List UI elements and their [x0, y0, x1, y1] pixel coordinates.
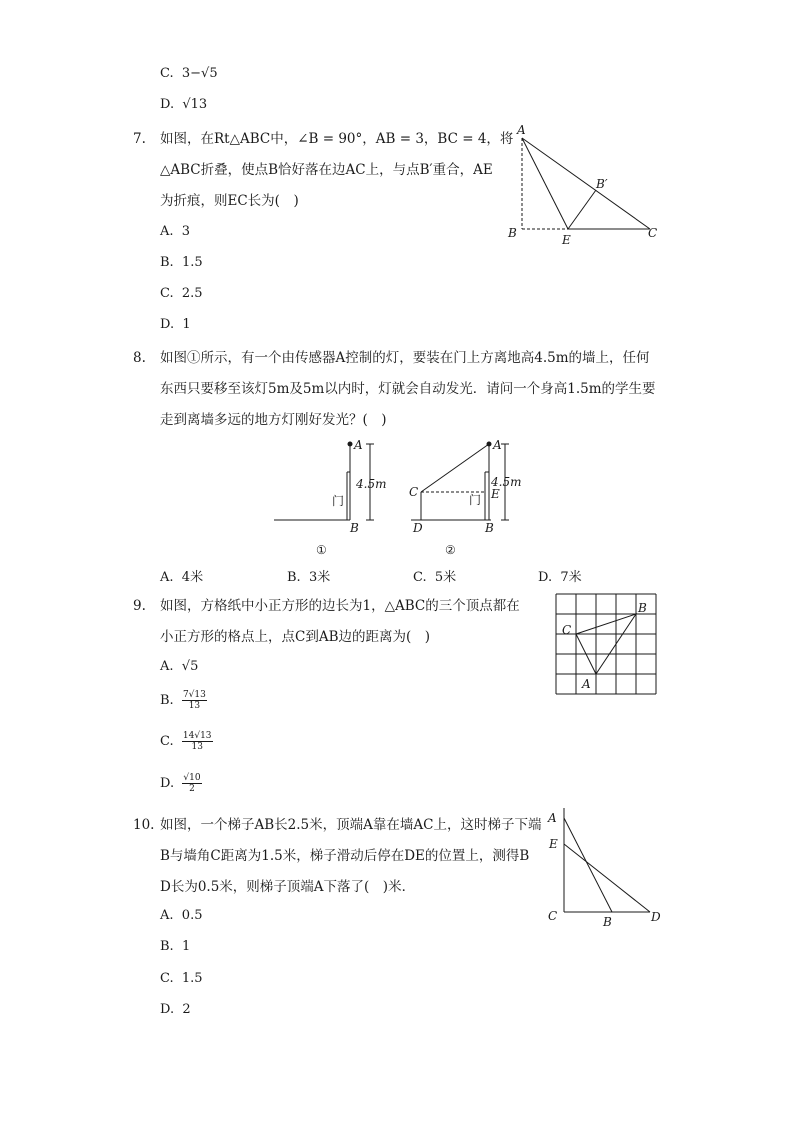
q7-figure	[500, 120, 670, 250]
q10-number: 10.	[133, 817, 155, 833]
label-e: E	[562, 233, 571, 247]
q8-option-b[interactable]	[287, 566, 330, 585]
option-text: 1	[182, 317, 191, 332]
label-a: A	[517, 123, 526, 137]
q10-figure	[540, 800, 670, 930]
option-label: D.	[160, 1002, 175, 1017]
option-label: D.	[160, 317, 175, 332]
q10-option-b[interactable]	[160, 939, 190, 954]
q8-stem-line2: 东西只要移至该灯5m及5m以内时，灯就会自动发光．请问一个身高1.5m的学生要	[160, 381, 656, 397]
option-label: D.	[538, 570, 553, 585]
label-a: A	[354, 438, 363, 452]
q9-option-b[interactable]	[160, 690, 207, 711]
option-text: 2.5	[181, 286, 203, 301]
option-label: A.	[160, 570, 174, 585]
q8-figure-1	[270, 432, 400, 562]
lamp-dot	[487, 442, 492, 447]
option-text: 1	[181, 939, 191, 954]
label-b: B	[508, 226, 517, 240]
label-a: A	[493, 438, 502, 452]
option-label: C.	[160, 66, 174, 81]
option-text: 3米	[308, 570, 331, 585]
option-text: 1.5	[181, 971, 203, 986]
option-label: B.	[287, 570, 301, 585]
option-text: √13	[182, 97, 208, 112]
segment-ac	[522, 138, 650, 229]
label-d: D	[413, 521, 423, 535]
option-label: B.	[160, 693, 174, 708]
option-label: D.	[160, 776, 175, 791]
option-label: A.	[160, 659, 174, 674]
numerator: 7√13	[182, 690, 206, 700]
option-text: 3	[181, 224, 191, 239]
option-text: 1.5	[181, 255, 203, 270]
denominator: 13	[188, 701, 201, 711]
label-c: C	[562, 623, 572, 637]
q10-option-d[interactable]	[160, 1002, 191, 1017]
segment-eb-prime	[568, 190, 596, 229]
option-label: C.	[160, 971, 174, 986]
label-c: C	[548, 909, 558, 923]
q8-stem-line3: 走到离墙多远的地方灯刚好发光？( )	[160, 412, 387, 428]
figure-caption: ①	[316, 543, 327, 557]
label-a: A	[582, 677, 591, 691]
label-d: D	[651, 910, 661, 924]
height-label: 4.5m	[491, 475, 522, 489]
q6-option-d[interactable]	[160, 97, 207, 112]
label-b: B	[485, 521, 494, 535]
option-label: B.	[160, 939, 174, 954]
q7-option-d[interactable]	[160, 317, 191, 332]
q10-option-c[interactable]	[160, 971, 203, 986]
q10-option-a[interactable]	[160, 908, 202, 923]
q8-option-a[interactable]	[160, 566, 203, 585]
segment-ae	[522, 138, 568, 229]
q7-option-b[interactable]	[160, 255, 203, 270]
sight-line	[421, 444, 489, 492]
door-label: 门	[332, 494, 345, 508]
label-c: C	[409, 485, 419, 499]
q10-stem-line3: D长为0.5米，则梯子顶端A下落了( )米．	[160, 879, 416, 895]
option-text: 3−√5	[181, 66, 218, 81]
q7-stem-line2: △ABC折叠，使点B恰好落在边AC上，与点B′重合，AE	[160, 162, 493, 178]
q7-option-a[interactable]	[160, 224, 190, 239]
lamp-dot	[348, 442, 353, 447]
q7-stem-line3: 为折痕，则EC长为( )	[160, 193, 299, 209]
q8-option-d[interactable]	[538, 566, 582, 585]
q9-figure	[555, 593, 659, 697]
option-text: 0.5	[181, 908, 203, 923]
denominator: 13	[191, 742, 203, 752]
q9-option-c[interactable]	[160, 731, 213, 752]
option-label: C.	[160, 734, 174, 749]
option-text: 2	[182, 1002, 191, 1017]
q9-stem-line2: 小正方形的格点上，点C到AB边的距离为( )	[160, 629, 431, 645]
label-a: A	[548, 811, 557, 825]
q8-option-c[interactable]	[413, 566, 456, 585]
door-label: 门	[469, 493, 482, 507]
option-text: 7米	[560, 570, 582, 585]
label-b: B	[350, 521, 359, 535]
label-c: C	[648, 226, 658, 240]
label-e: E	[491, 487, 500, 501]
numerator: 14√13	[182, 731, 212, 741]
q10-stem-line1: 如图，一个梯子AB长2.5米，顶端A靠在墙AC上，这时梯子下端	[160, 817, 542, 833]
q6-option-c[interactable]	[160, 66, 218, 81]
label-b: B	[638, 601, 647, 615]
fraction	[182, 773, 201, 794]
q7-option-c[interactable]	[160, 286, 203, 301]
q8-figure-2	[405, 432, 535, 562]
q9-option-d[interactable]	[160, 773, 202, 794]
option-label: B.	[160, 255, 174, 270]
option-label: A.	[160, 224, 174, 239]
fraction	[182, 731, 213, 752]
option-label: D.	[160, 97, 175, 112]
q9-number: 9.	[133, 598, 146, 614]
triangle-abc	[576, 614, 636, 674]
label-b: B	[603, 915, 612, 929]
q8-stem-line1: 如图①所示，有一个由传感器A控制的灯，要装在门上方离地高4.5m的墙上，任何	[160, 350, 650, 366]
q7-stem-line1: 如图，在Rt△ABC中，∠B = 90°，AB = 3，BC = 4，将	[160, 131, 514, 147]
option-label: C.	[413, 570, 427, 585]
q9-option-a[interactable]	[160, 659, 198, 674]
height-label: 4.5m	[356, 477, 387, 491]
label-b-prime: B′	[596, 177, 608, 191]
option-text: 4米	[181, 570, 204, 585]
q10-stem-line2: B与墙角C距离为1.5米，梯子滑动后停在DE的位置上，测得B	[160, 848, 530, 864]
option-text: √5	[181, 659, 199, 674]
fraction	[182, 690, 207, 711]
figure-caption: ②	[445, 543, 456, 557]
option-label: C.	[160, 286, 174, 301]
ladder-ab	[564, 818, 612, 912]
option-label: A.	[160, 908, 174, 923]
option-text: 5米	[434, 570, 457, 585]
q9-stem-line1: 如图，方格纸中小正方形的边长为1，△ABC的三个顶点都在	[160, 598, 520, 614]
label-e: E	[549, 837, 558, 851]
numerator: √10	[183, 773, 201, 783]
q8-number: 8.	[133, 350, 146, 366]
denominator: 2	[189, 784, 195, 794]
q7-number: 7.	[133, 131, 146, 147]
